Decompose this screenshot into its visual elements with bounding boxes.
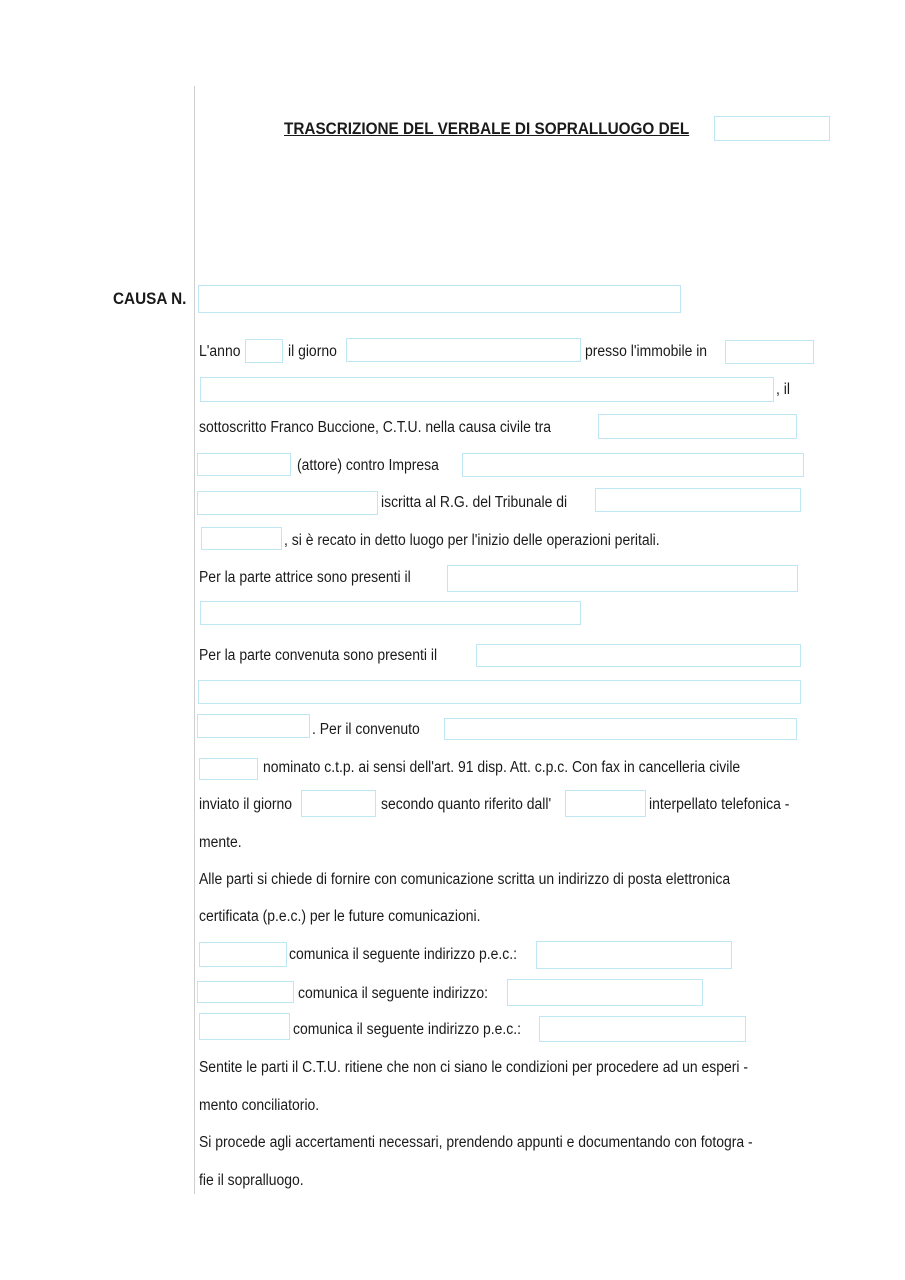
riferito-da-field[interactable] bbox=[565, 790, 646, 817]
text-attore-contro: (attore) contro Impresa bbox=[297, 457, 439, 474]
pec-indirizzo-field-1[interactable] bbox=[536, 941, 732, 969]
causa-numero-field[interactable] bbox=[198, 285, 681, 313]
margin-rule bbox=[194, 86, 195, 1194]
presenti-convenuta-field-1[interactable] bbox=[476, 644, 801, 667]
pec-indirizzo-field-2[interactable] bbox=[507, 979, 703, 1006]
text-sottoscritto: sottoscritto Franco Buccione, C.T.U. nella causa civile tra bbox=[199, 419, 551, 436]
text-parte-attrice: Per la parte attrice sono presenti il bbox=[199, 569, 411, 586]
text-inviato-giorno: inviato il giorno bbox=[199, 796, 293, 813]
text-iscritta-rg: iscritta al R.G. del Tribunale di bbox=[381, 494, 568, 511]
text-mente: mente. bbox=[199, 834, 242, 851]
pec-nome-field-3[interactable] bbox=[199, 1013, 290, 1040]
text-nominato-ctp: nominato c.t.p. ai sensi dell'art. 91 disp. Att. c.p.c. Con fax in cancelleria civile bbox=[263, 759, 741, 776]
text-presso-immobile: presso l'immobile in bbox=[585, 343, 708, 360]
anno-field[interactable] bbox=[245, 339, 283, 363]
attore-field-2[interactable] bbox=[197, 453, 291, 476]
pec-indirizzo-field-3[interactable] bbox=[539, 1016, 746, 1042]
text-comunica-pec-3: comunica il seguente indirizzo p.e.c.: bbox=[293, 1021, 521, 1038]
attore-field-1[interactable] bbox=[598, 414, 797, 439]
text-recato: , si è recato in detto luogo per l'inizio delle operazioni peritali. bbox=[284, 532, 660, 549]
presenti-attrice-field-2[interactable] bbox=[200, 601, 581, 625]
text-secondo-quanto: secondo quanto riferito dall' bbox=[381, 796, 552, 813]
convenuto-field[interactable] bbox=[444, 718, 797, 740]
text-giorno: il giorno bbox=[288, 343, 337, 360]
text-conciliatorio: mento conciliatorio. bbox=[199, 1097, 320, 1114]
data-rg-field[interactable] bbox=[201, 527, 282, 550]
tribunale-field[interactable] bbox=[595, 488, 801, 512]
pec-nome-field-1[interactable] bbox=[199, 942, 287, 967]
data-sopralluogo-field[interactable] bbox=[714, 116, 830, 141]
document-title: TRASCRIZIONE DEL VERBALE DI SOPRALLUOGO DEL bbox=[284, 119, 690, 138]
text-comunica-indirizzo: comunica il seguente indirizzo: bbox=[298, 985, 488, 1002]
impresa-field-1[interactable] bbox=[462, 453, 804, 477]
impresa-field-2[interactable] bbox=[197, 491, 378, 515]
text-per-il-convenuto: . Per il convenuto bbox=[312, 721, 420, 738]
presenti-attrice-field-1[interactable] bbox=[447, 565, 798, 592]
text-sentite-parti: Sentite le parti il C.T.U. ritiene che non ci siano le condizioni per procedere ad un esperi - bbox=[199, 1059, 748, 1076]
indirizzo-immobile-field[interactable] bbox=[200, 377, 774, 402]
comune-field[interactable] bbox=[725, 340, 814, 364]
pec-nome-field-2[interactable] bbox=[197, 981, 294, 1003]
causa-label: CAUSA N. bbox=[113, 289, 187, 308]
giorno-field[interactable] bbox=[346, 338, 581, 362]
text-alle-parti: Alle parti si chiede di fornire con comunicazione scritta un indirizzo di posta elettronica bbox=[199, 871, 731, 888]
text-sopralluogo: fie il sopralluogo. bbox=[199, 1172, 304, 1189]
text-pec-future: certificata (p.e.c.) per le future comunicazioni. bbox=[199, 908, 481, 925]
text-si-procede: Si procede agli accertamenti necessari, prendendo appunti e documentando con fotogra - bbox=[199, 1134, 753, 1151]
presenti-convenuta-field-2[interactable] bbox=[198, 680, 801, 704]
giorno-fax-field[interactable] bbox=[301, 790, 376, 817]
text-il: , il bbox=[776, 381, 790, 398]
text-interpellato: interpellato telefonica - bbox=[649, 796, 790, 813]
text-parte-convenuta: Per la parte convenuta sono presenti il bbox=[199, 647, 438, 664]
presenti-convenuta-field-3[interactable] bbox=[197, 714, 310, 738]
ctp-field[interactable] bbox=[199, 758, 258, 780]
text-comunica-pec-1: comunica il seguente indirizzo p.e.c.: bbox=[289, 946, 517, 963]
text-anno: L'anno bbox=[199, 343, 241, 360]
